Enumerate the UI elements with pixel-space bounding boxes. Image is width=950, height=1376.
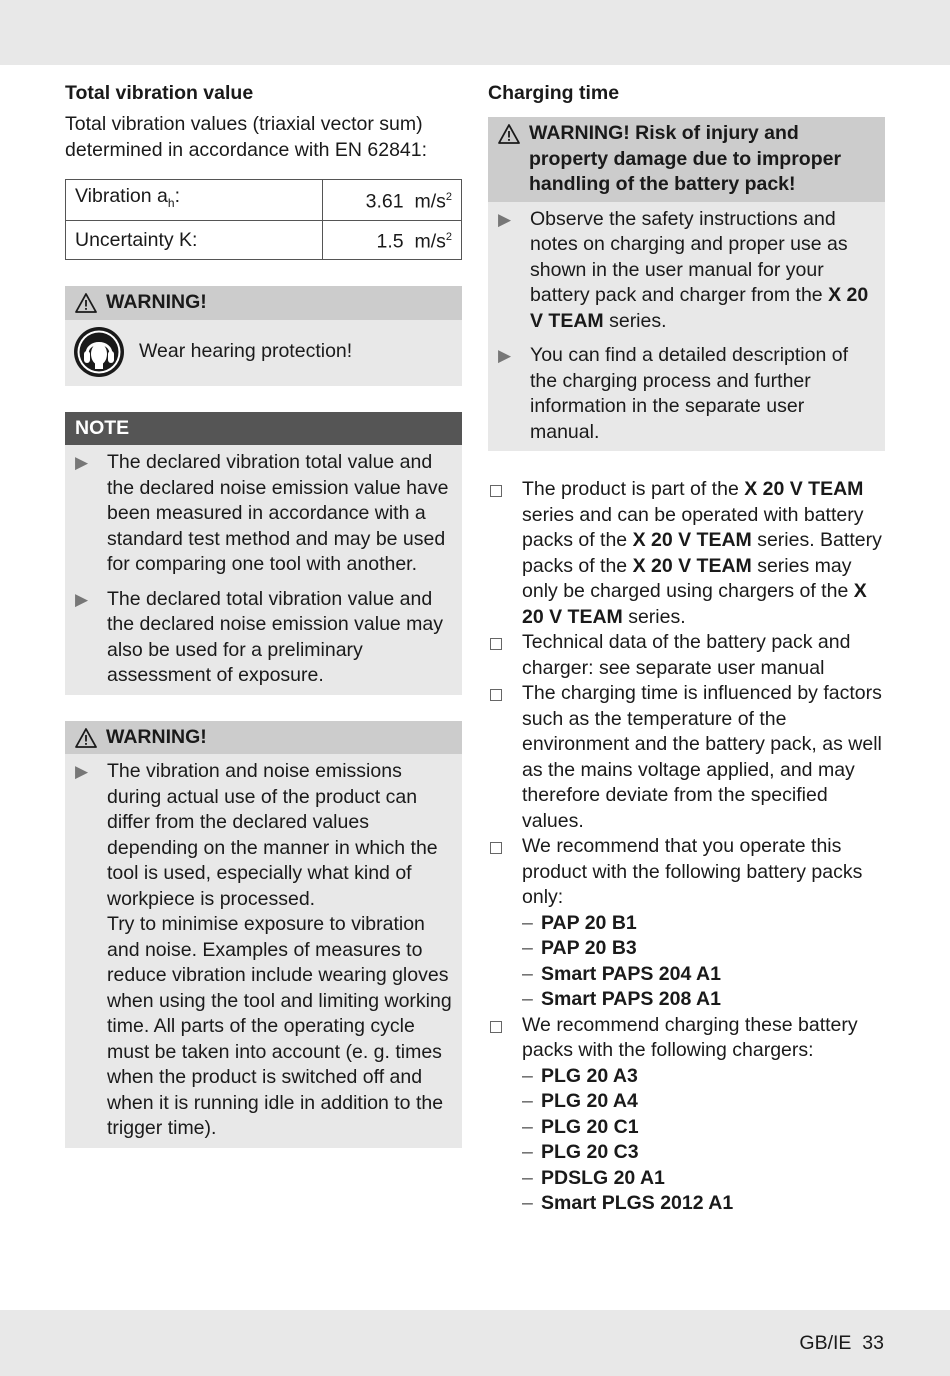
list-item: ▶ The declared total vibration value and the declared noise emission value may also be used for a preliminary assessment of exposure. [75,587,456,689]
vibration-title: Total vibration value [65,82,254,104]
table-cell-label: Vibration $a_h$: [66,180,323,221]
table-row [66,180,462,221]
warning-header [65,286,462,320]
checkbox-bullet-icon [488,477,522,630]
list-item: Technical data of the battery pack and charger: see separate user manual [488,630,885,681]
list-item: ▶ Observe the safety instructions and notes on charging and proper use as shown in the user manual for your battery pack and charger from the X 20 V TEAM series. [498,207,879,335]
hearing-protection-icon [73,326,125,378]
warning-header [65,721,462,755]
checkbox-bullet-icon [488,681,522,834]
charger-item: – PLG 20 C1 [522,1115,639,1138]
list-item: We recommend charging these battery packs with the following chargers: – PLG 20 A3 – PLG 20 A4 – PLG 20 C1 – PLG 20 C3 – PDSLG 20 A1 – Smart PLGS 2012 A1 [488,1013,885,1217]
list-item: The product is part of the X 20 V TEAM series and can be operated with battery packs of the X 20 V TEAM series. Battery packs of the X 20 V TEAM series may only be charged using chargers of the X 20 V TEAM series. [488,477,885,630]
warning-header [488,117,885,202]
charging-list [488,477,885,1217]
warning-title: WARNING! [106,725,207,748]
checkbox-bullet-icon [488,834,522,1013]
list-item: ▶ You can find a detailed description of the charging process and further information in the separate user manual. [498,343,879,445]
footer-locale: GB/IE [799,1332,852,1354]
vibration-table [65,179,462,260]
warning-title: WARNING! [106,291,207,314]
page-footer [799,1331,884,1357]
checkbox-bullet-icon [488,630,522,681]
hearing-protection-row [65,320,462,386]
battery-item: – Smart PAPS 204 A1 [522,962,721,985]
warning-body [488,202,885,452]
triangle-bullet-icon: ▶ [498,209,512,229]
charging-title: Charging time [488,82,620,104]
battery-item: – PAP 20 B1 [522,911,637,934]
battery-item: – PAP 20 B3 [522,937,637,959]
table-cell-value: 1.5 $m/s^2$ [323,221,462,260]
list-item: ▶ The vibration and noise emissions during actual use of the product can differ from the declared values depending on the manner in which the tool is used, especially what kind of workpiece is processed. Try to minimise exposure to vibration and noise. Examples of measures to reduce vibration include wearing gloves when using the tool and limiting working time. All parts of the operating cycle must be taken into account (e. g. times when the product is switched off and when it is running idle in addition to the trigger time). [75,759,456,1142]
battery-list [522,911,885,1013]
charger-list [522,1064,885,1217]
table-cell-value: 3.61 $m/s^2$ [323,180,462,221]
warning-triangle-icon [498,124,520,144]
triangle-bullet-icon: ▶ [75,589,89,609]
warning-triangle-icon [75,728,97,748]
top-bar [0,0,950,65]
charger-item: – PLG 20 A3 [522,1064,638,1087]
table-row [66,221,462,260]
list-item: The charging time is influenced by factors such as the temperature of the environment and the battery pack, as well as the mains voltage applied, and may therefore deviate from the specified values. [488,681,885,834]
charger-item: – PLG 20 A4 [522,1090,638,1112]
charger-item: – PLG 20 C3 [522,1141,639,1163]
warning-title: WARNING! Risk of injury and property damage due to improper handling of the battery pack! [529,122,842,195]
note-header [65,412,462,446]
warning-triangle-icon [75,293,97,313]
left-column [65,80,462,1174]
vibration-warning-box [65,721,462,1148]
note-box [65,412,462,695]
triangle-bullet-icon: ▶ [75,762,89,782]
warning-body [65,754,462,1148]
hearing-warning-box [65,286,462,386]
hearing-protection-text: Wear hearing protection! [139,340,353,363]
note-body [65,445,462,695]
battery-item: – Smart PAPS 208 A1 [522,988,721,1010]
charger-item: – Smart PLGS 2012 A1 [522,1192,734,1214]
battery-warning-box [488,117,885,451]
note-title: NOTE [75,416,130,439]
right-column [488,80,885,1217]
vibration-intro: Total vibration values (triaxial vector sum) determined in accordance with EN 62841: [65,113,428,161]
checkbox-bullet-icon [488,1013,522,1217]
charger-item: – PDSLG 20 A1 [522,1166,665,1189]
page-number: 33 [862,1332,884,1354]
list-item: ▶ The declared vibration total value and the declared noise emission value have been measured in accordance with a standard test method and may be used for comparing one tool with another. [75,450,456,578]
list-item: We recommend that you operate this product with the following battery packs only: – PAP 20 B1 – PAP 20 B3 – Smart PAPS 204 A1 – Smart PAPS 208 A1 [488,834,885,1013]
triangle-bullet-icon: ▶ [75,453,89,473]
triangle-bullet-icon: ▶ [498,346,512,365]
table-cell-label: Uncertainty K: [66,221,323,260]
